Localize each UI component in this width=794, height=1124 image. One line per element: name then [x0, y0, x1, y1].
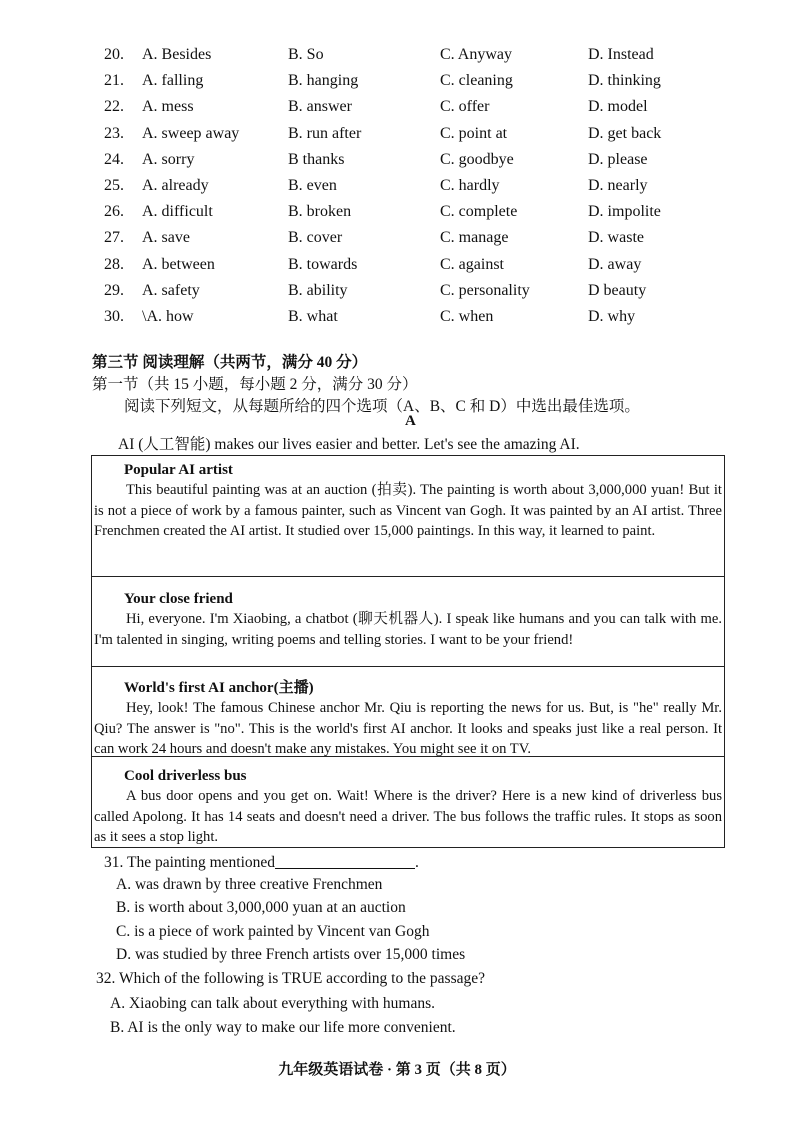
choice-a: A. Besides [142, 46, 212, 63]
box-text: This beautiful painting was at an auction (拍卖). The painting is worth about 3,000,000 yuan! But it is not a piece of work by a famous painter, such as Vincent van Gogh. It was painted by an AI artist. Three Frenchmen created the AI artist. It studied over 15,000 paintings. In this way, it learned to paint. [94, 482, 722, 539]
choice-d: D. model [588, 98, 648, 116]
section-heading: 第三节 阅读理解（共两节，满分 40 分） [92, 354, 368, 371]
choice-c: C. against [440, 255, 504, 273]
choice-c: C. hardly [440, 177, 500, 194]
choice-a: A. sorry [142, 150, 195, 168]
choice-b: B. run after [288, 124, 362, 142]
choice-d: D. Instead [588, 46, 654, 63]
choice-c: C. goodbye [440, 150, 514, 168]
question-end: . [415, 854, 419, 871]
box-text: A bus door opens and you get on. Wait! Where is the driver? Here is a new kind of driverless bus called Apolong. It has 14 seats and doesn't need a driver. The bus follows the traffic rules. It stops as soon as it sees a stop light. [94, 788, 722, 845]
question-number: 30. [104, 308, 124, 325]
question-number: 23. [104, 124, 124, 142]
question-number: 24. [104, 150, 124, 168]
choice-a: A. between [142, 255, 215, 273]
box-driverless-bus [91, 757, 725, 848]
question-31 [104, 852, 419, 872]
choice-c: C. offer [440, 98, 490, 116]
choice-a: A. difficult [142, 203, 213, 221]
question-stem: 31. The painting mentioned [104, 854, 276, 871]
q31-choice-a: A. was drawn by three creative Frenchmen [116, 876, 383, 893]
choice-a: A. sweep away [142, 124, 240, 142]
passage-intro: AI (人工智能) makes our lives easier and better. Let's see the amazing AI. [118, 436, 580, 453]
choice-c: C. manage [440, 229, 509, 247]
passage-label: A [405, 413, 416, 429]
box-title: Popular AI artist [124, 462, 233, 478]
choice-a: A. safety [142, 281, 200, 299]
instruction: 阅读下列短文，从每题所给的四个选项（A、B、C 和 D）中选出最佳选项。 [124, 398, 640, 415]
choice-b: B thanks [288, 150, 345, 168]
box-ai-anchor [91, 667, 725, 757]
choice-b: B. what [288, 308, 338, 325]
question-number: 20. [104, 46, 124, 63]
choice-c: C. Anyway [440, 46, 512, 63]
choice-b: B. ability [288, 281, 348, 299]
choice-c: C. complete [440, 203, 518, 221]
choice-d: D. thinking [588, 72, 661, 90]
question-number: 29. [104, 281, 124, 299]
answer-blank [275, 852, 415, 869]
choice-d: D. nearly [588, 177, 648, 194]
choice-b: B. even [288, 177, 337, 194]
box-title: Your close friend [124, 591, 233, 607]
question-number: 28. [104, 255, 124, 273]
q31-choice-b: B. is worth about 3,000,000 yuan at an auction [116, 899, 406, 916]
choice-b: B. towards [288, 255, 358, 273]
question-32: 32. Which of the following is TRUE according to the passage? [96, 970, 485, 987]
choice-b: B. broken [288, 203, 352, 221]
choice-d: D. please [588, 150, 648, 168]
choice-d: D. impolite [588, 203, 661, 221]
box-ai-artist [91, 455, 725, 577]
choice-a: A. falling [142, 72, 204, 90]
box-text: Hi, everyone. I'm Xiaobing, a chatbot (聊天机器人). I speak like humans and you can talk with me. I'm talented in singing, writing poems and telling stories. I want to be your friend! [94, 611, 722, 648]
choice-a: A. already [142, 177, 209, 194]
question-number: 22. [104, 98, 124, 116]
choice-a: A. mess [142, 98, 194, 116]
choice-b: B. So [288, 46, 324, 63]
choice-b: B. answer [288, 98, 352, 116]
choice-c: C. when [440, 308, 494, 325]
choice-d: D. away [588, 255, 642, 273]
q31-choice-c: C. is a piece of work painted by Vincent van Gogh [116, 923, 430, 940]
question-number: 26. [104, 203, 124, 221]
choice-a: \A. how [142, 308, 194, 325]
choice-c: C. personality [440, 281, 530, 299]
choice-d: D. waste [588, 229, 644, 247]
question-number: 21. [104, 72, 124, 90]
choice-a: A. save [142, 229, 190, 247]
choice-c: C. point at [440, 124, 508, 142]
choice-d: D. get back [588, 124, 662, 142]
choice-d: D beauty [588, 281, 647, 299]
question-number: 27. [104, 229, 124, 247]
choice-b: B. hanging [288, 72, 359, 90]
subsection-heading: 第一节（共 15 小题，每小题 2 分，满分 30 分） [92, 376, 418, 393]
q31-choice-d: D. was studied by three French artists over 15,000 times [116, 946, 466, 963]
choice-c: C. cleaning [440, 72, 513, 90]
choice-b: B. cover [288, 229, 343, 247]
question-number: 25. [104, 177, 124, 194]
choice-d: D. why [588, 308, 636, 325]
q32-choice-b: B. AI is the only way to make our life more convenient. [110, 1019, 456, 1036]
box-title: World's first AI anchor(主播) [124, 680, 314, 696]
q32-choice-a: A. Xiaobing can talk about everything with humans. [110, 995, 436, 1012]
box-close-friend [91, 577, 725, 667]
page-footer: 九年级英语试卷 · 第 3 页（共 8 页） [278, 1062, 516, 1078]
box-title: Cool driverless bus [124, 768, 247, 784]
box-text: Hey, look! The famous Chinese anchor Mr. Qiu is reporting the news for us. But, is "he" really Mr. Qiu? The answer is "no". This is the world's first AI anchor. It looks and speaks just like a real person. It can work 24 hours and doesn't make any mistakes. You might see it on TV. [94, 700, 722, 757]
